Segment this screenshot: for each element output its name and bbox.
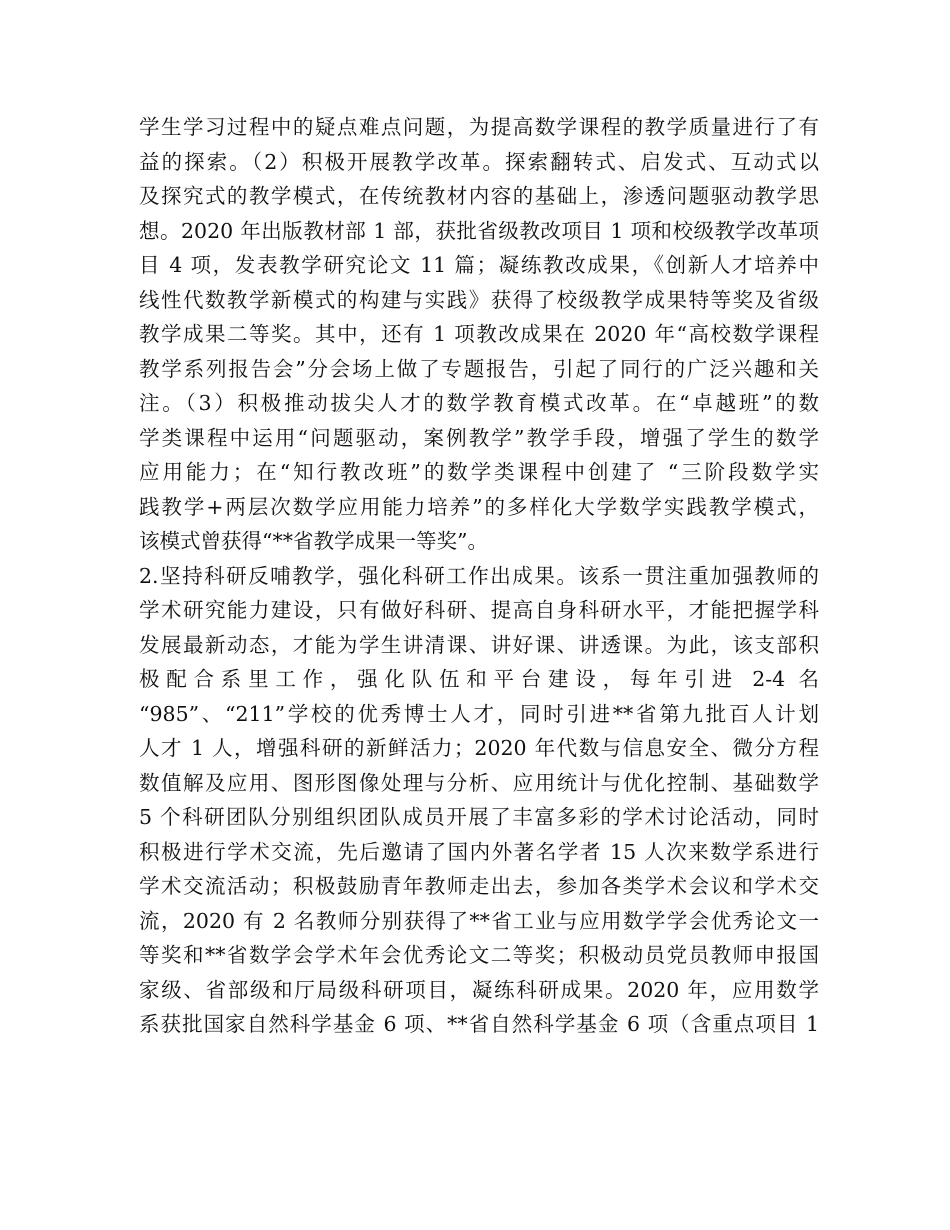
text-line: 注。（3）积极推动拔尖人才的数学教育模式改革。在“卓越班”的数 (139, 391, 819, 415)
text-line: 发展最新动态，才能为学生讲清课、讲好课、讲透课。为此，该支部积 (139, 632, 819, 657)
text-line: 极配合系里工作，强化队伍和平台建设，每年引进 2-4 名 (139, 667, 819, 691)
text-line: 及探究式的教学模式，在传统教材内容的基础上，渗透问题驱动教学思 (139, 184, 819, 208)
text-line: 家级、省部级和厅局级科研项目，凝练科研成果。2020 年，应用数学 (139, 977, 819, 1002)
text-line: 教学成果二等奖。其中，还有 1 项教改成果在 2020 年“高校数学课程 (139, 322, 819, 346)
text-line: 系获批国家自然科学基金 6 项、**省自然科学基金 6 项（含重点项目 1 (139, 1012, 819, 1036)
text-line: 教学系列报告会”分会场上做了专题报告，引起了同行的广泛兴趣和关 (139, 356, 819, 381)
text-line: 数值解及应用、图形图像处理与分析、应用统计与优化控制、基础数学 (139, 770, 819, 795)
text-line: 目 4 项，发表教学研究论文 11 篇；凝练教改成果，《创新人才培养中 (139, 253, 819, 277)
text-line: 流，2020 有 2 名教师分别获得了**省工业与应用数学学会优秀论文一 (139, 908, 819, 933)
text-line: 践教学+两层次数学应用能力培养”的多样化大学数学实践教学模式， (139, 494, 819, 519)
text-line: 5 个科研团队分别组织团队成员开展了丰富多彩的学术讨论活动，同时 (139, 805, 819, 829)
text-line: 积极进行学术交流，先后邀请了国内外著名学者 15 人次来数学系进行 (139, 839, 819, 864)
text-line: 线性代数教学新模式的构建与实践》获得了校级教学成果特等奖及省级 (139, 287, 819, 312)
text-line: 学术研究能力建设，只有做好科研、提高自身科研水平，才能把握学科 (139, 598, 819, 622)
text-line: 益的探索。（2）积极开展教学改革。探索翻转式、启发式、互动式以 (139, 149, 819, 174)
text-line: 应用能力；在“知行教改班”的数学类课程中创建了 “三阶段数学实 (139, 460, 819, 484)
section-heading-line: 2.坚持科研反哺教学，强化科研工作出成果。该系一贯注重加强教师的 (139, 563, 819, 588)
text-line: “985”、“211”学校的优秀博士人才，同时引进**省第九批百人计划 (139, 701, 819, 726)
text-line: 学生学习过程中的疑点难点问题，为提高数学课程的教学质量进行了有 (139, 115, 819, 139)
text-line: 等奖和**省数学会学术年会优秀论文二等奖；积极动员党员教师申报国 (139, 943, 819, 967)
text-line: 想。2020 年出版教材部 1 部，获批省级教改项目 1 项和校级教学改革项 (139, 218, 819, 243)
text-line: 人才 1 人，增强科研的新鲜活力；2020 年代数与信息安全、微分方程 (139, 736, 819, 760)
text-line: 该模式曾获得“**省教学成果一等奖”。 (139, 529, 488, 553)
body-text (139, 110, 819, 1042)
text-line: 学类课程中运用“问题驱动，案例教学”教学手段，增强了学生的数学 (139, 425, 819, 450)
text-line: 学术交流活动；积极鼓励青年教师走出去，参加各类学术会议和学术交 (139, 874, 819, 898)
